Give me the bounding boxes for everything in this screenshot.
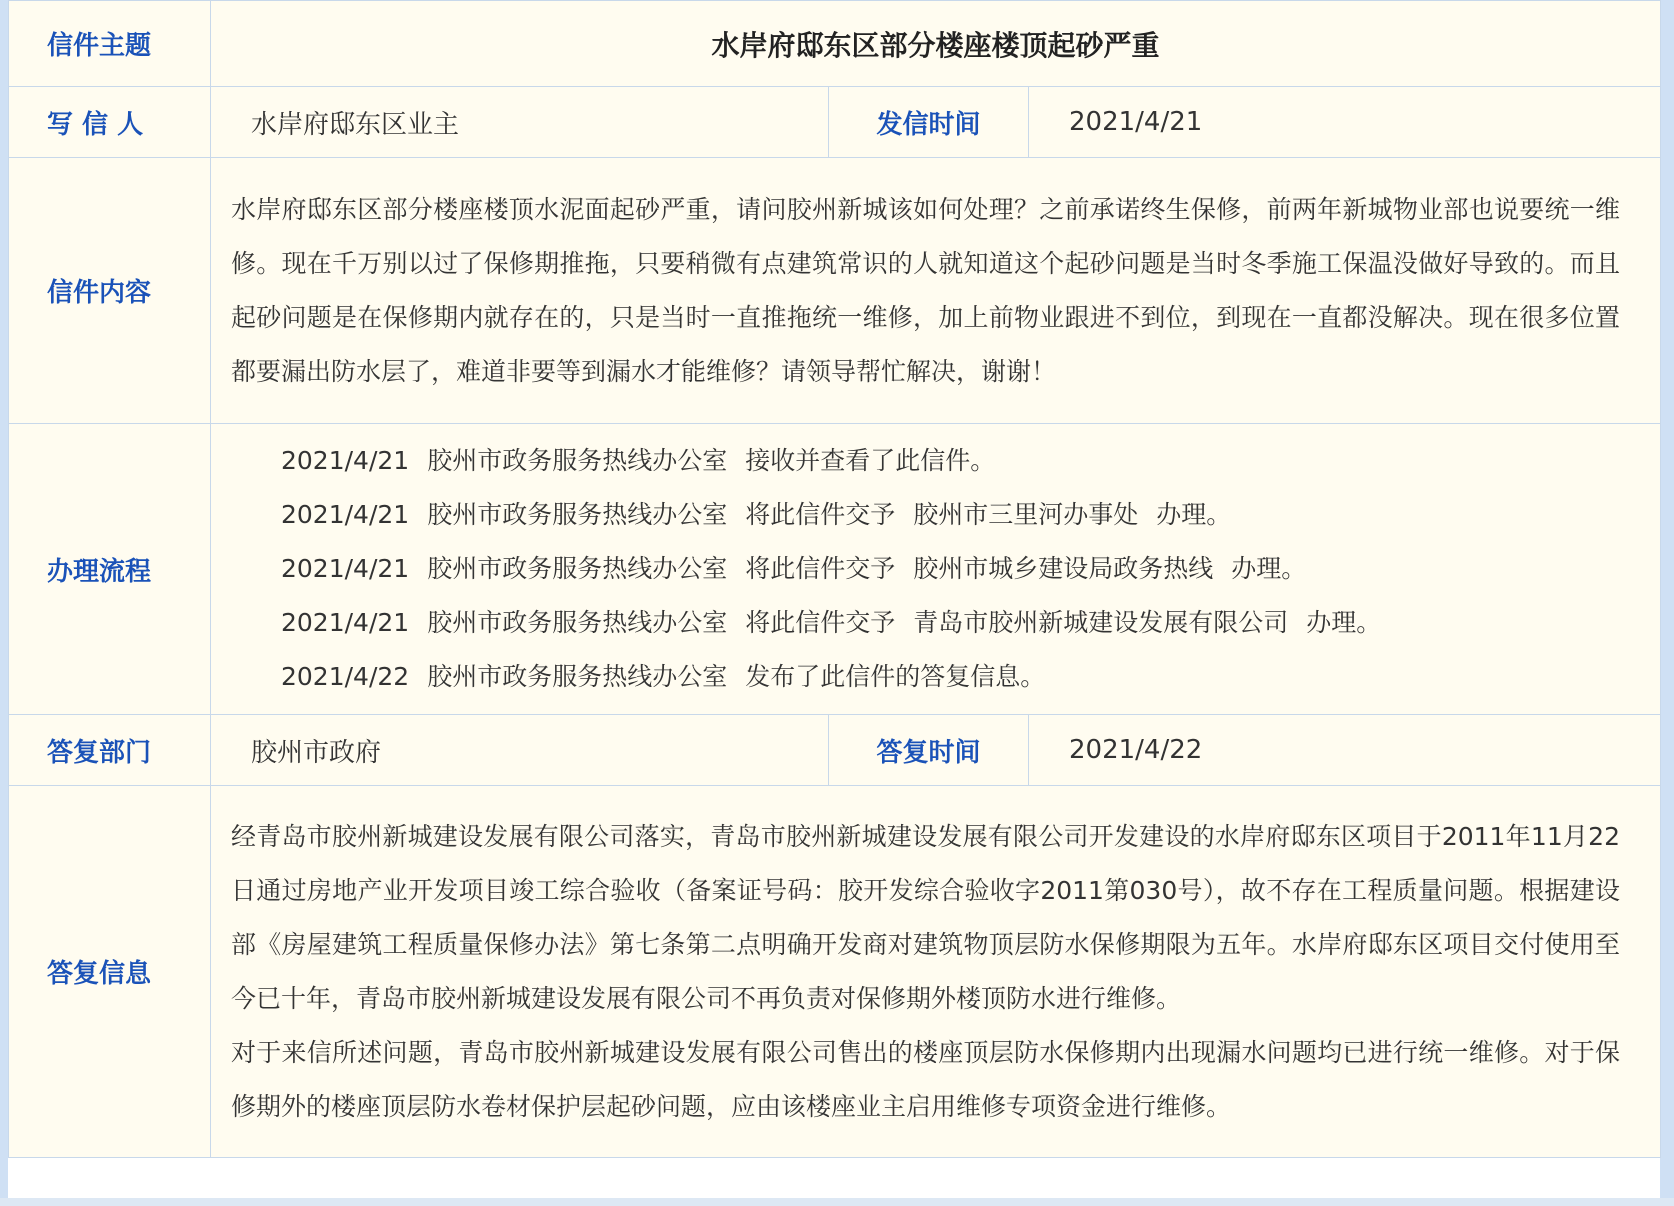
reply-time-label: 答复时间: [829, 715, 1029, 786]
process-steps: [211, 424, 1661, 715]
reply-dept-label: 答复部门: [9, 715, 211, 786]
step-office: 胶州市政务服务热线办公室: [427, 608, 728, 637]
writer-value: 水岸府邸东区业主: [211, 87, 829, 158]
reply-time-value: 2021/4/22: [1029, 715, 1661, 786]
subject-title: 水岸府邸东区部分楼座楼顶起砂严重: [211, 1, 1661, 87]
step-action: 将此信件交予: [745, 500, 896, 529]
content-text: 水岸府邸东区部分楼座楼顶水泥面起砂严重，请问胶州新城该如何处理？之前承诺终生保修，前两年新城物业部也说要统一维修。现在千万别以过了保修期推拖，只要稍微有点建筑常识的人就知道这个起砂问题是当时冬季施工保温没做好导致的。而且起砂问题是在保修期内就存在的，只是当时一直推拖统一维修，加上前物业跟进不到位，到现在一直都没解决。现在很多位置都要漏出防水层了，难道非要等到漏水才能维修？请领导帮忙解决，谢谢！: [231, 194, 1620, 386]
step-office: 胶州市政务服务热线办公室: [427, 500, 728, 529]
step-action: 将此信件交予: [745, 554, 896, 583]
reply-dept-row: [9, 715, 1661, 786]
send-time-value: 2021/4/21: [1029, 87, 1661, 158]
step-suffix: 办理。: [1231, 554, 1307, 583]
process-row: [9, 424, 1661, 715]
process-step: [281, 650, 1640, 704]
step-suffix: 办理。: [1156, 500, 1232, 529]
content-row: [9, 158, 1661, 424]
right-border-stripe: [1660, 0, 1674, 1206]
reply-label: 答复信息: [9, 786, 211, 1158]
step-action: 将此信件交予: [745, 608, 896, 637]
reply-paragraph: 对于来信所述问题，青岛市胶州新城建设发展有限公司售出的楼座顶层防水保修期内出现漏水问题均已进行统一维修。对于保修期外的楼座顶层防水卷材保护层起砂问题，应由该楼座业主启用维修专项资金进行维修。: [231, 1037, 1620, 1121]
step-office: 胶州市政务服务热线办公室: [427, 446, 728, 475]
step-date: 2021/4/21: [281, 500, 410, 529]
step-office: 胶州市政务服务热线办公室: [427, 554, 728, 583]
letter-detail-table: [8, 0, 1661, 1158]
process-step: [281, 434, 1640, 488]
step-date: 2021/4/21: [281, 608, 410, 637]
writer-label: 写 信 人: [9, 87, 211, 158]
step-date: 2021/4/21: [281, 554, 410, 583]
send-time-label: 发信时间: [829, 87, 1029, 158]
process-step: [281, 596, 1640, 650]
bottom-border-stripe: [0, 1198, 1674, 1206]
reply-dept-value: 胶州市政府: [211, 715, 829, 786]
reply-row: [9, 786, 1661, 1158]
process-label: 办理流程: [9, 424, 211, 715]
step-office: 胶州市政务服务热线办公室: [427, 662, 728, 691]
subject-row: [9, 1, 1661, 87]
writer-row: [9, 87, 1661, 158]
step-target: 青岛市胶州新城建设发展有限公司: [913, 608, 1289, 637]
step-action: 发布了此信件的答复信息。: [745, 662, 1046, 691]
step-target: 胶州市城乡建设局政务热线: [913, 554, 1214, 583]
content-label: 信件内容: [9, 158, 211, 424]
reply-text-cell: [211, 786, 1661, 1158]
left-border-stripe: [0, 0, 8, 1206]
step-date: 2021/4/21: [281, 446, 410, 475]
step-action: 接收并查看了此信件。: [745, 446, 996, 475]
process-step: [281, 488, 1640, 542]
reply-paragraph: 经青岛市胶州新城建设发展有限公司落实，青岛市胶州新城建设发展有限公司开发建设的水岸府邸东区项目于2011年11月22日通过房地产业开发项目竣工综合验收（备案证号码：胶开发综合验收字2011第030号），故不存在工程质量问题。根据建设部《房屋建筑工程质量保修办法》第七条第二点明确开发商对建筑物顶层防水保修期限为五年。水岸府邸东区项目交付使用至今已十年，青岛市胶州新城建设发展有限公司不再负责对保修期外楼顶防水进行维修。: [231, 821, 1620, 1013]
step-target: 胶州市三里河办事处: [913, 500, 1139, 529]
step-suffix: 办理。: [1306, 608, 1382, 637]
subject-label: 信件主题: [9, 1, 211, 87]
content-text-cell: [211, 158, 1661, 424]
process-step: [281, 542, 1640, 596]
step-date: 2021/4/22: [281, 662, 410, 691]
